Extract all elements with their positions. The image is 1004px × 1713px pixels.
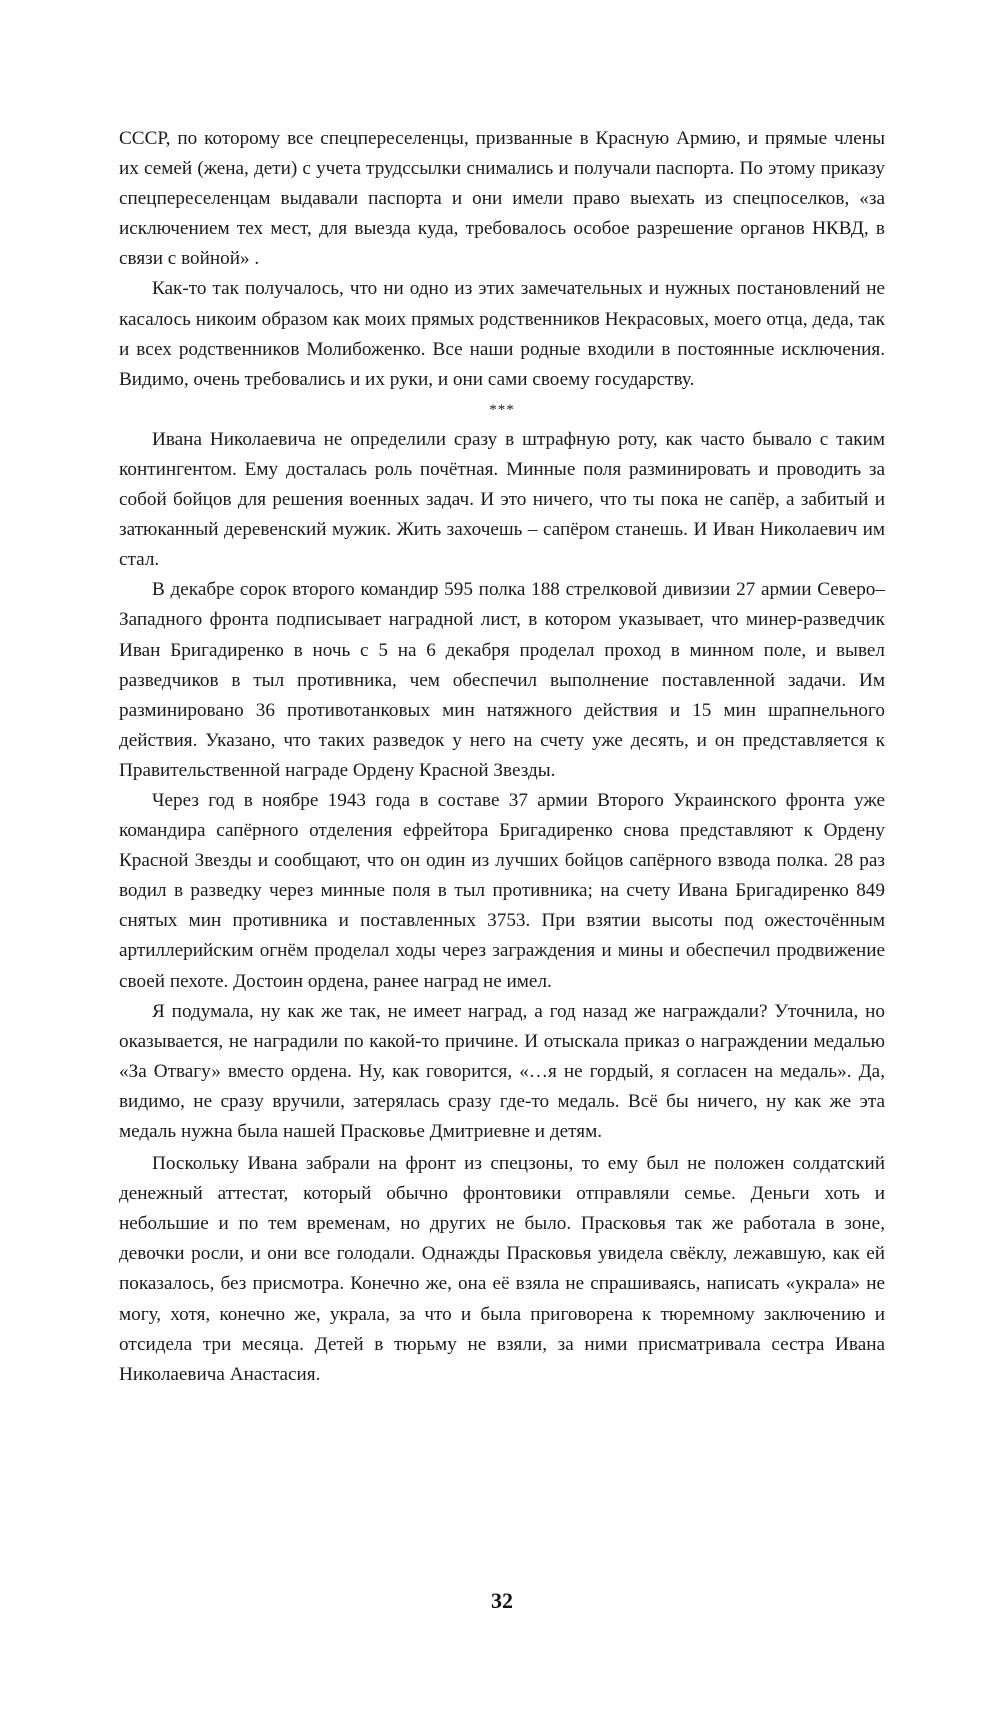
section-separator: *** xyxy=(489,401,515,418)
paragraph-2: Как-то так получалось, что ни одно из этих замечательных и нужных постановлений не касалось никоим образом как моих прямых родственников Некрасовых, моего отца, деда, так и всех родственников Молибоженко. Все наши родные входили в постоянные исключения. Видимо, очень требовались и их руки, и они сами своему государству. xyxy=(119,278,885,390)
page-body xyxy=(119,124,885,1390)
paragraph-3: Ивана Николаевича не определили сразу в штрафную роту, как часто бывало с таким контингентом. Ему досталась роль почётная. Минные поля разминировать и проводить за собой бойцов для решения военных задач. И это ничего, что ты пока не сапёр, а забитый и затюканный деревенский мужик. Жить захочешь – сапёром станешь. И Иван Николаевич им стал. xyxy=(119,428,885,571)
paragraph-4: В декабре сорок второго командир 595 полка 188 стрелковой дивизии 27 армии Северо–Западного фронта подписывает наградной лист, в котором указывает, что минер-разведчик Иван Бригадиренко в ночь с 5 на 6 декабря проделал проход в минном поле, и вывел разведчиков в тыл противника, чем обеспечил выполнение поставленной задачи. Им разминировано 36 противотанковых мин натяжного действия и 15 мин шрапнельного действия. Указано, что таких разведок у него на счету уже десять, и он представляется к Правительственной награде Ордену Красной Звезды. xyxy=(119,579,885,781)
paragraph-6: Я подумала, ну как же так, не имеет наград, а год назад же награждали? Уточнила, но оказывается, не наградили по какой-то причине. И отыскала приказ о награждении медалью «За Отвагу» вместо ордена. Ну, как говорится, «…я не гордый, я согласен на медаль». Да, видимо, не сразу вручили, затерялась сразу где-то медаль. Всё бы ничего, ну как же эта медаль нужна была нашей Прасковье Дмитриевне и детям. xyxy=(119,1000,885,1142)
paragraph-7: Поскольку Ивана забрали на фронт из спецзоны, то ему был не положен солдатский денежный аттестат, который обычно фронтовики отправляли семье. Деньги хоть и небольшие и по тем временам, но других не было. Прасковья так же работала в зоне, девочки росли, и они все голодали. Однажды Прасковья увидела свёклу, лежавшую, как ей показалось, без присмотра. Конечно же, она её взяла не спрашиваясь, написать «украла» не могу, хотя, конечно же, украла, за что и была приговорена к тюремному заключению и отсидела три месяца. Детей в тюрьму не взяли, за ними присматривала сестра Ивана Николаевича Анастасия. xyxy=(119,1153,885,1385)
page-number: 32 xyxy=(491,1588,513,1613)
paragraph-5: Через год в ноябре 1943 года в составе 37 армии Второго Украинского фронта уже командира сапёрного отделения ефрейтора Бригадиренко снова представляют к Ордену Красной Звезды и сообщают, что он один из лучших бойцов сапёрного взвода полка. 28 раз водил в разведку через минные поля в тыл противника; на счету Ивана Бригадиренко 849 снятых мин противника и поставленных 3753. При взятии высоты под ожесточённым артиллерийским огнём проделал ходы через заграждения и мины и обеспечил продвижение своей пехоте. Достоин ордена, ранее наград не имел. xyxy=(119,789,885,992)
paragraph-1: СССР, по которому все спецпереселенцы, призванные в Красную Армию, и прямые члены их семей (жена, дети) с учета трудссылки снимались и получали паспорта. По этому приказу спецпереселенцам выдавали паспорта и они имели право выехать из спецпоселков, «за исключением тех мест, для выезда куда, требовалось особое разрешение органов НКВД, в связи с войной» . xyxy=(119,128,885,270)
